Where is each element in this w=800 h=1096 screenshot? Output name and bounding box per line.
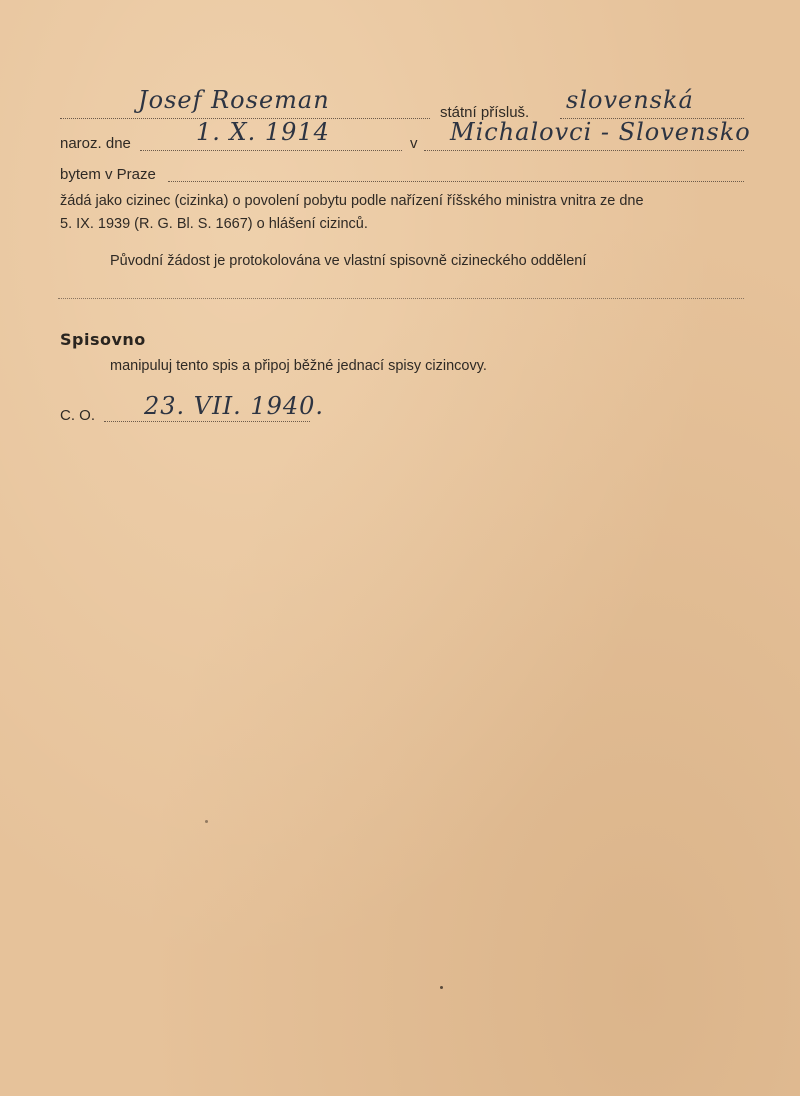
request-text-line1: žádá jako cizinec (cizinka) o povolení pobytu podle nařízení říšského ministra vnitra ze dne — [60, 193, 644, 209]
residing-label: bytem v Praze — [60, 166, 156, 183]
birthplace-value: Michalovci - Slovensko — [450, 118, 751, 146]
residing-line — [168, 181, 744, 182]
co-date-line — [104, 421, 310, 422]
birthplace-line — [424, 150, 744, 151]
paper-speck — [205, 820, 208, 823]
original-request-text: Původní žádost je protokolována ve vlastní spisovně cizineckého oddělení — [110, 253, 587, 269]
office-heading: Spisovno — [60, 330, 146, 349]
applicant-name: Josef Roseman — [138, 86, 330, 114]
section-divider — [58, 298, 744, 299]
citizenship-label: státní přísluš. — [440, 104, 530, 121]
co-label: C. O. — [60, 407, 96, 424]
born-label: naroz. dne — [60, 135, 131, 152]
office-instruction: manipuluj tento spis a připoj běžné jednací spisy cizincovy. — [110, 358, 487, 374]
citizenship-value: slovenská — [566, 86, 694, 114]
co-date-value: 23. VII. 1940. — [144, 392, 325, 420]
paper-speck — [440, 986, 443, 989]
born-date-value: 1. X. 1914 — [196, 118, 330, 146]
in-label: v — [410, 135, 418, 152]
born-date-line — [140, 150, 402, 151]
request-text-line2: 5. IX. 1939 (R. G. Bl. S. 1667) o hlášení cizinců. — [60, 216, 368, 232]
